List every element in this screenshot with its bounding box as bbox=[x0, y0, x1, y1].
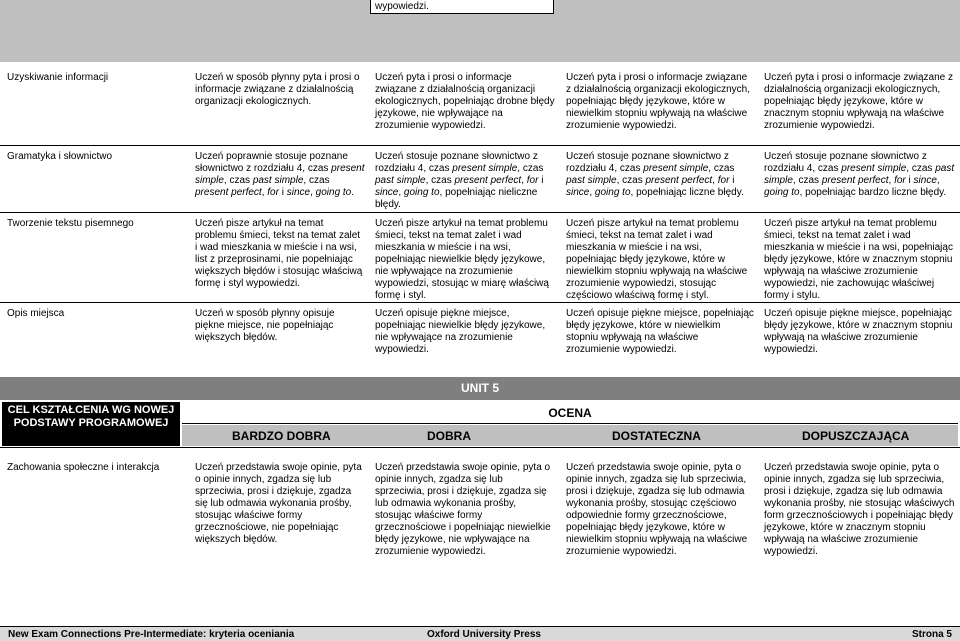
cell-dopuszczajaca: Uczeń przedstawia swoje opinie, pyta o opinie innych, zgadza się lub sprzeciwia, prosi i dziękuje, zgadza się lub odmawia wykonania prośby, nie stosując właściwych form grzecznościowych i popełniając błędy językowe, które w znacznym stopniu wpływają na właściwe zrozumienie wypowiedzi. bbox=[764, 462, 955, 557]
grade-dobra: DOBRA bbox=[427, 429, 471, 443]
row-divider bbox=[0, 302, 960, 303]
cell-dostateczna: Uczeń opisuje piękne miejsce, popełniając błędy językowe, które w niewielkim stopniu wpływają na właściwe zrozumienie wypowiedzi. bbox=[566, 308, 754, 355]
row-label: Zachowania społeczne i interakcja bbox=[7, 462, 160, 473]
cell-dobra: Uczeń pisze artykuł na temat problemu śmieci, tekst na temat zalet i wad mieszkania w mieście i na wsi, popełniając niewielkie błędy językowe, nie wpływające na zrozumienie wypowiedzi, stosując w miarę właściwą formę i styl. bbox=[375, 218, 549, 301]
grade-dostateczna: DOSTATECZNA bbox=[612, 429, 701, 443]
previous-section-strip bbox=[0, 0, 960, 62]
row-divider bbox=[0, 145, 960, 146]
cell-bardzo-dobra: Uczeń pisze artykuł na temat problemu śmieci, tekst na temat zalet i wad mieszkania w mieście i na wsi, list z przeprosinami, nie popełniając większych błędów i stosując właściwą formę i styl wypowiedzi. bbox=[195, 218, 363, 289]
row-label: Gramatyka i słownictwo bbox=[7, 151, 113, 162]
cell-dostateczna: Uczeń przedstawia swoje opinie, pyta o opinie innych, zgadza się lub sprzeciwia, prosi i dziękuje, zgadza się lub odmawia wykonania prośby, stosując częściowo odpowiednie formy grzecznościowe, popełniając błędy językowe, które w niewielkim stopniu wpływają na właściwe zrozumienie wypowiedzi. bbox=[566, 462, 748, 557]
cell-dopuszczajaca: Uczeń pyta i prosi o informacje związane z działalnością organizacji ekologicznych, popełniając błędy językowe, które w znacznym stopniu wpływają na właściwe zrozumienie wypowiedzi. bbox=[764, 72, 953, 131]
grade-header-label: OCENA bbox=[548, 406, 592, 420]
cell-dostateczna: Uczeń pisze artykuł na temat problemu śmieci, tekst na temat zalet i wad mieszkania w mieście i na wsi, popełniając błędy językowe, które w niewielkim stopniu wpływają na właściwe zrozumienie wypowiedzi, stosując częściowo właściwą formę i styl. bbox=[566, 218, 748, 301]
footer-publisher: Oxford University Press bbox=[427, 629, 541, 640]
cell-dopuszczajaca: Uczeń stosuje poznane słownictwo z rozdziału 4, czas present simple, czas past simple, czas present perfect, for i since, going to, popełniając bardzo liczne błędy. bbox=[764, 151, 955, 198]
cell-dopuszczajaca: Uczeń opisuje piękne miejsce, popełniając błędy językowe, które w znacznym stopniu wpływają na właściwe zrozumienie wypowiedzi. bbox=[764, 308, 953, 355]
footer-page-number: Strona 5 bbox=[911, 629, 952, 640]
grades-bar bbox=[182, 425, 958, 446]
cell-bardzo-dobra: Uczeń w sposób płynny opisuje piękne miejsce, nie popełniając większych błędów. bbox=[195, 308, 335, 343]
cell-dostateczna: Uczeń pyta i prosi o informacje związane z działalnością organizacji ekologicznych, popełniając błędy językowe, które w niewielkim stopniu wpływają na właściwe zrozumienie wypowiedzi. bbox=[566, 72, 750, 131]
continued-cell-text: wypowiedzi. bbox=[375, 1, 429, 12]
row-label: Tworzenie tekstu pisemnego bbox=[7, 218, 134, 229]
unit-title: UNIT 5 bbox=[460, 381, 499, 395]
cell-dobra: Uczeń pyta i prosi o informacje związane z działalnością organizacji ekologicznych, popełniając drobne błędy językowe, nie wpływające na zrozumienie wypowiedzi. bbox=[375, 72, 555, 131]
page-footer bbox=[0, 626, 960, 641]
cell-dostateczna: Uczeń stosuje poznane słownictwo z rozdziału 4, czas present simple, czas past simple, czas present perfect, for i since, going to, popełniając liczne błędy. bbox=[566, 151, 744, 198]
grade-bardzo-dobra: BARDZO DOBRA bbox=[232, 429, 331, 443]
unit-title-bar bbox=[0, 377, 960, 400]
cell-bardzo-dobra: Uczeń w sposób płynny pyta i prosi o informacje związane z działalnością organizacji ekologicznych. bbox=[195, 72, 360, 107]
cell-bardzo-dobra: Uczeń przedstawia swoje opinie, pyta o opinie innych, zgadza się lub sprzeciwia, prosi i dziękuje, zgadza się lub odmawia wykonania prośby, stosując właściwe formy grzecznościowe, nie popełniając większych błędów. bbox=[195, 462, 362, 545]
cell-dobra: Uczeń opisuje piękne miejsce, popełniając niewielkie błędy językowe, nie wpływające na zrozumienie wypowiedzi. bbox=[375, 308, 546, 355]
grade-header bbox=[182, 402, 958, 424]
cell-bardzo-dobra: Uczeń poprawnie stosuje poznane słownictwo z rozdziału 4, czas present simple, czas past simple, czas present perfect, for i since, going to. bbox=[195, 151, 365, 198]
continued-cell bbox=[370, 0, 554, 14]
goal-header: CEL KSZTAŁCENIA WG NOWEJ PODSTAWY PROGRAMOWEJ bbox=[2, 402, 180, 446]
grade-dopuszczajaca: DOPUSZCZAJĄCA bbox=[802, 429, 910, 443]
row-divider bbox=[0, 212, 960, 213]
footer-title: New Exam Connections Pre-Intermediate: kryteria oceniania bbox=[8, 629, 295, 640]
header-divider bbox=[0, 447, 960, 448]
cell-dopuszczajaca: Uczeń pisze artykuł na temat problemu śmieci, tekst na temat zalet i wad mieszkania w mieście i na wsi, popełniając błędy językowe, które w znacznym stopniu wpływają na właściwe zrozumienie wypowiedzi, nie zachowując właściwej formy i stylu. bbox=[764, 218, 953, 301]
cell-dobra: Uczeń przedstawia swoje opinie, pyta o opinie innych, zgadza się lub sprzeciwia, prosi i dziękuje, zgadza się lub odmawia wykonania prośby, stosując właściwe formy grzecznościowe i popełniając niewielkie błędy językowe, nie wpływające na zrozumienie wypowiedzi. bbox=[375, 462, 551, 557]
cell-dobra: Uczeń stosuje poznane słownictwo z rozdziału 4, czas present simple, czas past simple, czas present perfect, for i since, going to, popełniając nieliczne błędy. bbox=[375, 151, 544, 210]
row-label: Opis miejsca bbox=[7, 308, 65, 319]
row-label: Uzyskiwanie informacji bbox=[7, 72, 109, 83]
